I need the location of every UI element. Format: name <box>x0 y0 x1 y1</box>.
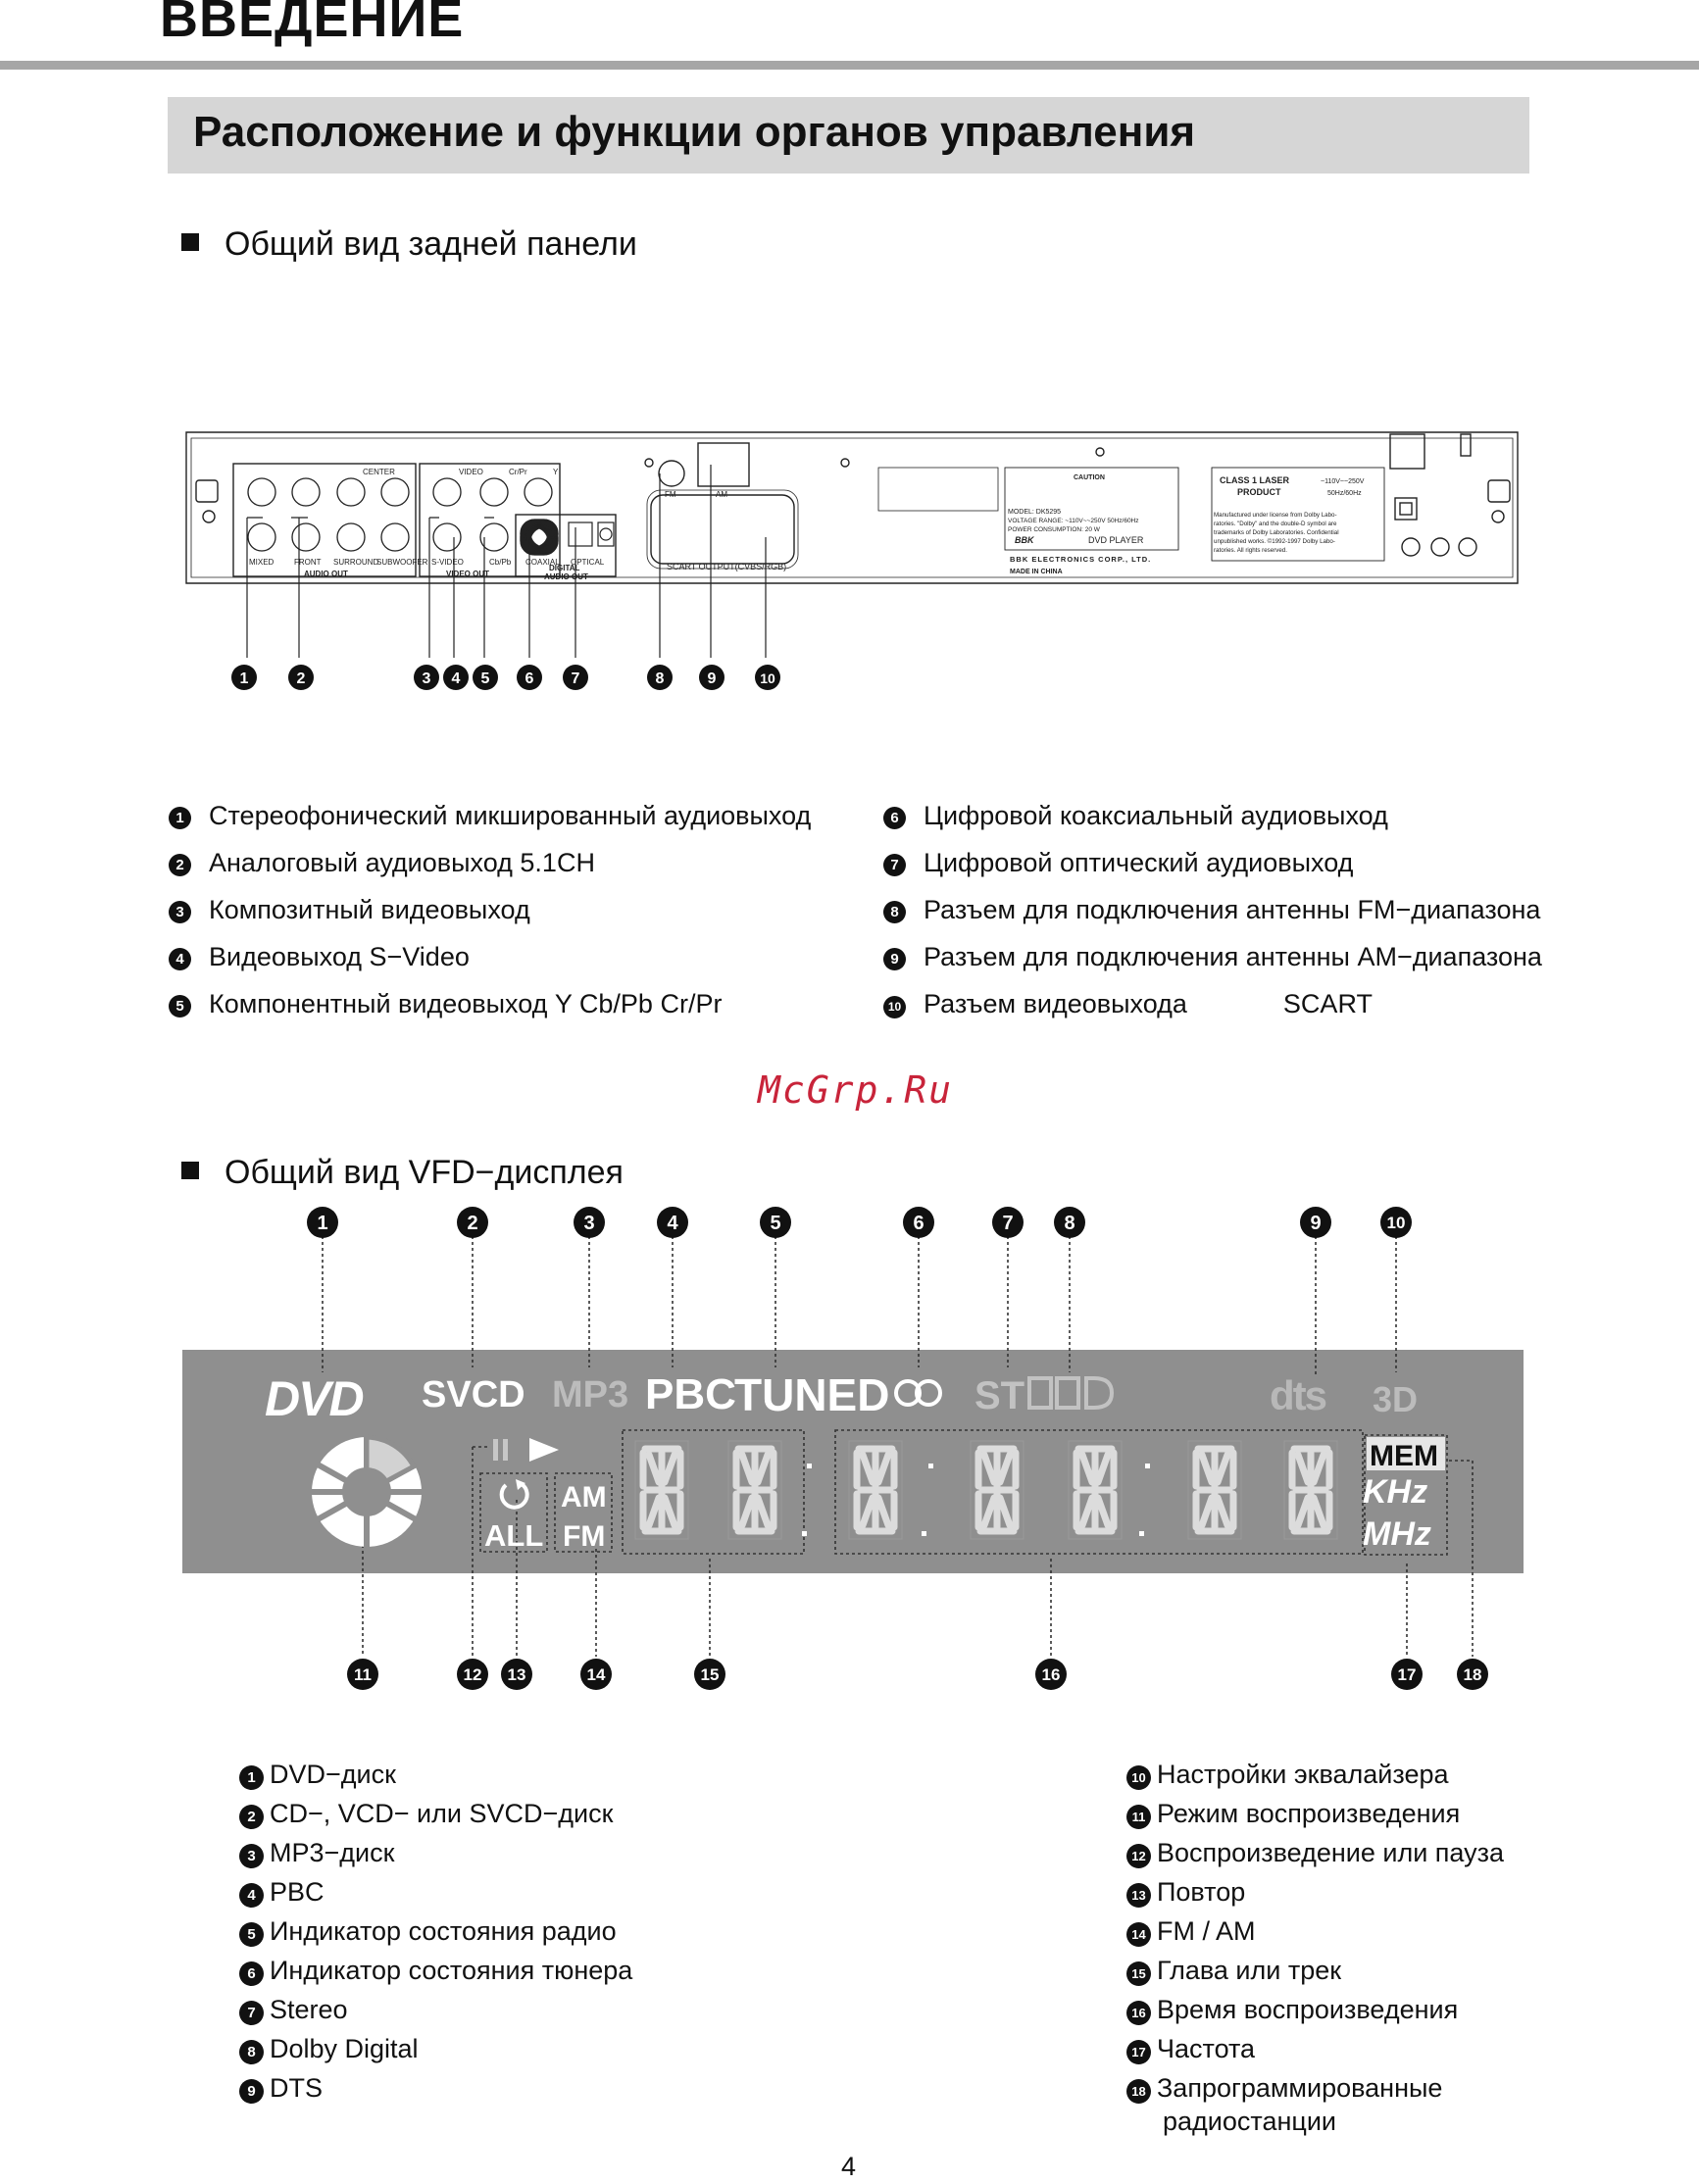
vfd-legend-item-2: 2 CD−, VCD− или SVCD−диск <box>239 1799 613 1829</box>
vfd-callout-3: 3 <box>583 1213 595 1234</box>
watermark: McGrp.Ru <box>758 1068 954 1112</box>
vfd-diagram <box>0 1191 1699 1711</box>
vfd-callout-12: 12 <box>463 1665 482 1684</box>
title-rule <box>0 61 1699 70</box>
vfd-legend-item-7: 7 Stereo <box>239 1995 348 2025</box>
page-number: 4 <box>841 2152 857 2181</box>
rear-label-digital-audio-out: AUDIO OUT <box>544 572 588 581</box>
vfd-callout-13: 13 <box>507 1665 526 1684</box>
vfd-callout-15: 15 <box>700 1665 720 1684</box>
rear-callout-7: 7 <box>571 670 580 687</box>
vfd-heading: Общий вид VFD−дисплея <box>181 1154 624 1192</box>
rear-callouts <box>231 665 780 690</box>
bullet-square-icon <box>181 1162 199 1179</box>
rear-label-dvd-player: DVD PLAYER <box>1088 535 1144 545</box>
rear-label-crpr: Cr/Pr <box>509 468 527 476</box>
rear-label-y: Y <box>553 468 559 476</box>
rear-label-laser-2: PRODUCT <box>1237 487 1281 497</box>
vfd-callout-5: 5 <box>770 1213 781 1234</box>
vfd-callout-1: 1 <box>317 1213 328 1234</box>
vfd-legend-item-9: 9 DTS <box>239 2073 323 2104</box>
rear-label-made-in: MADE IN CHINA <box>1010 569 1063 575</box>
vfd-legend-item-18: 18 Запрограммированные <box>1126 2073 1442 2104</box>
vfd-dts: dts <box>1270 1372 1325 1418</box>
rear-callout-3: 3 <box>422 670 431 687</box>
rear-label-audio-out: AUDIO OUT <box>304 570 348 578</box>
rear-label-center: CENTER <box>363 468 395 476</box>
rear-callout-9: 9 <box>707 670 717 687</box>
vfd-mp3: MP3 <box>552 1374 629 1415</box>
vfd-callout-10: 10 <box>1386 1214 1406 1232</box>
rear-legend-item-2: 2 Аналоговый аудиовыход 5.1CH <box>169 848 595 878</box>
vfd-callout-16: 16 <box>1041 1665 1061 1684</box>
rear-callout-4: 4 <box>451 670 461 687</box>
bullet-square-icon <box>181 233 199 251</box>
rear-legend-item-8: 8 Разъем для подключения антенны FM−диапазона <box>883 895 1540 925</box>
vfd-fm: FM <box>563 1520 606 1553</box>
rear-callout-10: 10 <box>760 670 775 686</box>
rear-label-range-2: 50Hz/60Hz <box>1327 490 1362 497</box>
rear-label-video-out: VIDEO OUT <box>446 570 490 578</box>
rear-label-svideo: S-VIDEO <box>431 558 464 567</box>
vfd-pbc: PBC <box>645 1370 736 1418</box>
rear-panel-heading: Общий вид задней панели <box>181 225 637 264</box>
vfd-legend-item-17: 17 Частота <box>1126 2034 1255 2064</box>
rear-label-fm: FM <box>665 490 676 499</box>
vfd-3d: 3D <box>1373 1379 1419 1419</box>
vfd-svcd: SVCD <box>422 1374 525 1415</box>
rear-callout-1: 1 <box>239 670 249 687</box>
rear-label-mixed: MIXED <box>249 558 275 567</box>
rear-label-surround: SURROUND <box>333 558 379 567</box>
rear-legend-item-4: 4 Видеовыход S−Video <box>169 942 470 972</box>
vfd-legend-item-13: 13 Повтор <box>1126 1877 1245 1908</box>
vfd-callout-7: 7 <box>1002 1213 1014 1234</box>
rear-label-cbpb: Cb/Pb <box>489 558 512 567</box>
rear-label-dolby-4: unpublished works. ©1992-1997 Dolby Labo- <box>1214 538 1335 545</box>
rear-label-dolby-3: trademarks of Dolby Laboratories. Confidential <box>1214 529 1339 536</box>
page-title: ВВЕДЕНИЕ <box>160 0 465 48</box>
rear-legend-item-1: 1 Стереофонический микшированный аудиовыход <box>169 801 811 831</box>
vfd-am: AM <box>561 1481 607 1514</box>
rear-callout-5: 5 <box>480 670 490 687</box>
rear-label-front: FRONT <box>294 558 322 567</box>
rear-panel-diagram <box>0 412 1699 706</box>
vfd-legend-item-6: 6 Индикатор состояния тюнера <box>239 1956 632 1986</box>
vfd-callout-9: 9 <box>1310 1213 1322 1234</box>
vfd-callout-18: 18 <box>1463 1665 1482 1684</box>
vfd-legend-item-15: 15 Глава или трек <box>1126 1956 1341 1986</box>
rear-label-power: POWER CONSUMPTION: 20 W <box>1008 526 1100 533</box>
vfd-mhz: MHz <box>1363 1515 1431 1553</box>
vfd-callout-11: 11 <box>354 1665 372 1684</box>
vfd-bottom-callouts <box>347 1659 1488 1690</box>
rear-label-dolby-2: ratories. "Dolby" and the double-D symbol are <box>1214 521 1337 527</box>
rear-callout-2: 2 <box>296 670 306 687</box>
vfd-mem: MEM <box>1370 1440 1438 1472</box>
vfd-callout-14: 14 <box>586 1665 606 1684</box>
rear-label-optical: OPTICAL <box>571 558 605 567</box>
rear-label-caution: CAUTION <box>1074 474 1105 481</box>
rear-label-bbk: BBK <box>1015 535 1034 545</box>
vfd-all: ALL <box>484 1518 544 1553</box>
rear-legend-item-6: 6 Цифровой коаксиальный аудиовыход <box>883 801 1388 831</box>
vfd-legend-item-16: 16 Время воспроизведения <box>1126 1995 1458 2025</box>
vfd-khz: KHz <box>1363 1473 1428 1511</box>
rear-legend-item-9: 9 Разъем для подключения антенны AM−диапазона <box>883 942 1542 972</box>
rear-label-digital: DIGITAL <box>549 564 580 572</box>
rear-label-am: AM <box>716 490 727 499</box>
vfd-top-callouts <box>307 1207 1412 1238</box>
section-title: Расположение и функции органов управления <box>193 108 1196 156</box>
rear-label-maker: BBK ELECTRONICS CORP., LTD. <box>1010 555 1152 564</box>
rear-legend-item-3: 3 Композитный видеовыход <box>169 895 530 925</box>
rear-label-dolby-5: ratories. All rights reserved. <box>1214 547 1287 554</box>
vfd-dvd-logo: DVD <box>265 1371 363 1426</box>
vfd-legend-item-18-cont: радиостанции <box>1163 2107 1337 2136</box>
vfd-callout-4: 4 <box>667 1213 678 1234</box>
vfd-legend-item-4: 4 PBC <box>239 1877 325 1908</box>
rear-callout-6: 6 <box>525 670 534 687</box>
vfd-legend-item-12: 12 Воспроизведение или пауза <box>1126 1838 1504 1868</box>
rear-legend-item-7: 7 Цифровой оптический аудиовыход <box>883 848 1353 878</box>
rear-callout-8: 8 <box>655 670 665 687</box>
vfd-callout-17: 17 <box>1397 1665 1417 1684</box>
vfd-tuned: TUNED <box>734 1369 890 1420</box>
rear-label-range-1: ~110V~~250V <box>1321 478 1365 485</box>
vfd-legend-item-11: 11 Режим воспроизведения <box>1126 1799 1460 1829</box>
vfd-legend-item-8: 8 Dolby Digital <box>239 2034 419 2064</box>
vfd-legend-item-5: 5 Индикатор состояния радио <box>239 1916 617 1947</box>
vfd-legend-item-14: 14 FM / AM <box>1126 1916 1256 1947</box>
rear-label-laser-1: CLASS 1 LASER <box>1220 475 1290 485</box>
vfd-callout-8: 8 <box>1064 1213 1075 1234</box>
rear-legend-item-10: 10 Разъем видеовыхода SCART <box>883 989 1373 1019</box>
vfd-legend-item-10: 10 Настройки эквалайзера <box>1126 1760 1449 1790</box>
vfd-st: ST <box>974 1374 1025 1417</box>
vfd-legend-item-3: 3 MP3−диск <box>239 1838 394 1868</box>
rear-label-voltage: VOLTAGE RANGE: ~110V~~250V 50Hz/60Hz <box>1008 518 1139 524</box>
rear-label-model: MODEL: DK5295 <box>1008 509 1062 516</box>
rear-label-video: VIDEO <box>459 468 483 476</box>
vfd-callout-2: 2 <box>467 1213 478 1234</box>
rear-label-scart: SCART OUTPUT(CVBS/RGB) <box>667 562 787 571</box>
vfd-callout-6: 6 <box>913 1213 924 1234</box>
vfd-legend-item-1: 1 DVD−диск <box>239 1760 396 1790</box>
rear-label-subwoofer: SUBWOOFER <box>376 558 428 567</box>
rear-legend-item-5: 5 Компонентный видеовыход Y Cb/Pb Cr/Pr <box>169 989 722 1019</box>
rear-label-dolby-1: Manufactured under license from Dolby Labo- <box>1214 512 1337 519</box>
rear-label-coaxial: COAXIAL <box>525 558 560 567</box>
